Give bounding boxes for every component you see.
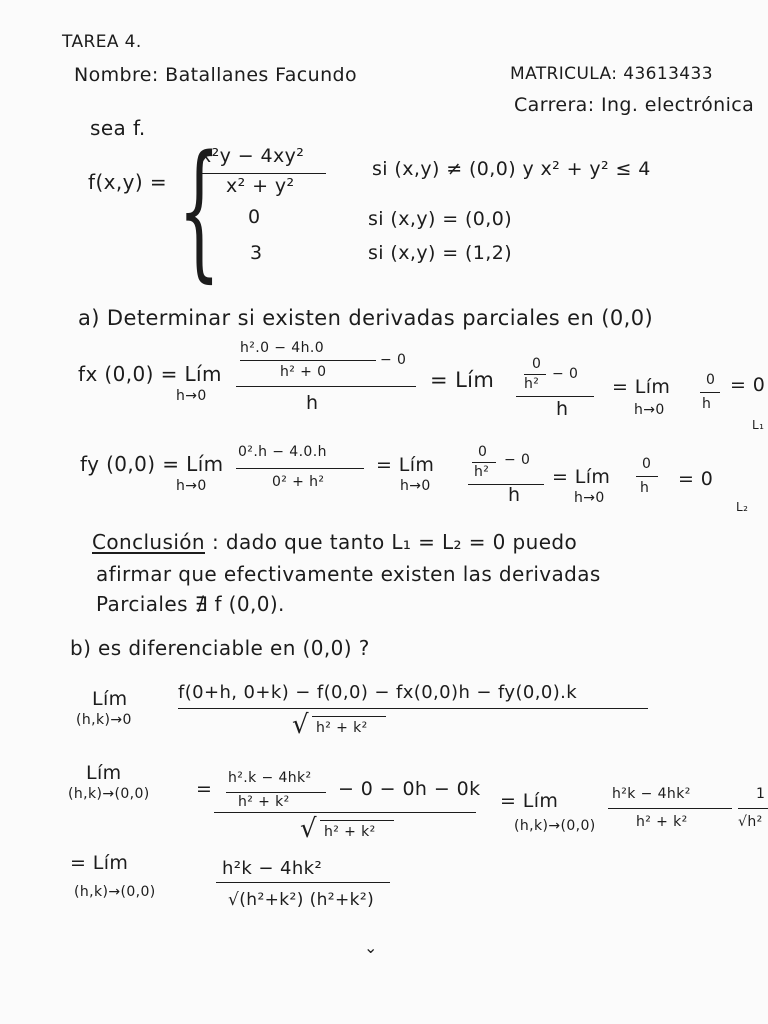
fy-mid-inner-bar <box>472 462 496 463</box>
conclusion-label: Conclusión <box>92 530 205 554</box>
fy-last-numerator: 0 <box>642 456 652 472</box>
b-den1: h² + k² <box>316 720 368 736</box>
case2-value: 0 <box>248 206 261 228</box>
fx-last-numerator: 0 <box>706 372 716 388</box>
b-tail3-den: √h² <box>738 814 763 830</box>
fx-eq3: = Lím <box>612 376 671 398</box>
b-sub2: (h,k)→(0,0) <box>68 786 150 802</box>
b-tail3: 1 <box>756 786 766 802</box>
fy-mid-outer-bar <box>468 484 544 485</box>
student-name: Nombre: Batallanes Facundo <box>74 64 358 86</box>
fy-lhs: fy (0,0) = Lím <box>80 452 224 476</box>
b-sub1: (h,k)→0 <box>76 712 132 728</box>
fx-outer-bar <box>236 386 416 387</box>
b-in-bar2 <box>226 792 326 793</box>
conclusion-line-1: : dado que tanto L₁ = L₂ = 0 puedo <box>212 530 578 554</box>
fx-mid-outer-denominator: h <box>556 398 569 420</box>
case2-condition: si (x,y) = (0,0) <box>368 208 513 230</box>
b-sub4: (h,k)→(0,0) <box>74 884 156 900</box>
fx-inner-denominator: h² + 0 <box>280 364 327 380</box>
student-career: Carrera: Ing. electrónica <box>514 94 755 116</box>
b-num1: f(0+h, 0+k) − f(0,0) − fx(0,0)h − fy(0,0).k <box>178 682 578 703</box>
b-den2: h² + k² <box>324 824 376 840</box>
fx-eq2: = Lím <box>430 368 495 392</box>
fx-inner-numerator: h².0 − 4h.0 <box>240 340 325 356</box>
function-lhs: f(x,y) = <box>88 170 167 194</box>
fy-eq2: = Lím <box>376 454 435 476</box>
part-b-heading: b) es diferenciable en (0,0) ? <box>70 636 370 660</box>
fx-L1-label: L₁ <box>752 418 765 432</box>
case1-numerator: x²y − 4xy² <box>200 145 305 167</box>
b-eq4: = Lím <box>70 852 129 874</box>
sea-f-label: sea f. <box>90 116 146 140</box>
b-bar1 <box>178 708 648 709</box>
check-mark: ⌄ <box>364 938 378 957</box>
b-eq3: = Lím <box>500 790 559 812</box>
case3-condition: si (x,y) = (1,2) <box>368 242 513 264</box>
fy-L2-label: L₂ <box>736 500 749 514</box>
fy-mid-numerator: 0 <box>478 444 488 460</box>
b-lim2: Lím <box>86 762 122 784</box>
fy-mid-minus: − 0 <box>504 452 531 468</box>
fy-mid-outer-denominator: h <box>508 484 521 506</box>
b-rest2: − 0 − 0h − 0k <box>338 778 481 800</box>
b-lim1: Lím <box>92 688 128 710</box>
b-sqrt1-overline <box>312 716 386 717</box>
case1-condition: si (x,y) ≠ (0,0) y x² + y² ≤ 4 <box>372 158 651 180</box>
fx-last-denominator: h <box>702 396 712 412</box>
b-bar3 <box>608 808 732 809</box>
fy-subscript3: h→0 <box>574 490 605 506</box>
fy-limit-subscript: h→0 <box>176 478 207 494</box>
fy-mid-denominator: h² <box>474 464 490 480</box>
fx-mid-outer-bar <box>516 396 594 397</box>
fx-inner-bar <box>240 360 376 361</box>
student-id: MATRICULA: 43613433 <box>510 64 713 84</box>
fx-mid-denominator: h² <box>524 376 540 392</box>
fy-numerator: 0².h − 4.0.h <box>238 444 327 460</box>
part-a-heading: a) Determinar si existen derivadas parciales en (0,0) <box>78 306 654 330</box>
piecewise-brace: { <box>178 124 221 296</box>
fx-lhs: fx (0,0) = Lím <box>78 362 222 386</box>
case1-fraction-bar <box>198 173 326 174</box>
fx-eq4: = 0 <box>730 374 766 396</box>
b-in-den2: h² + k² <box>238 794 290 810</box>
fx-limit-subscript: h→0 <box>176 388 207 404</box>
fy-last-denominator: h <box>640 480 650 496</box>
b-den4: √(h²+k²) (h²+k²) <box>228 890 375 910</box>
fy-denominator: 0² + h² <box>272 474 325 490</box>
assignment-title: TAREA 4. <box>62 32 142 52</box>
b-den3: h² + k² <box>636 814 688 830</box>
b-sqrt2: √ <box>300 814 317 844</box>
fy-eq4: = 0 <box>678 468 714 490</box>
b-sub3: (h,k)→(0,0) <box>514 818 596 834</box>
b-num4: h²k − 4hk² <box>222 858 323 879</box>
fx-last-bar <box>700 392 720 393</box>
case1-denominator: x² + y² <box>226 175 295 197</box>
b-eq2: = <box>196 778 213 800</box>
fy-last-bar <box>636 476 658 477</box>
case3-value: 3 <box>250 242 263 264</box>
fx-outer-denominator: h <box>306 392 319 414</box>
b-sqrt2-overline <box>320 820 394 821</box>
fx-inner-minus: − 0 <box>380 352 407 368</box>
conclusion-line-2: afirmar que efectivamente existen las derivadas <box>96 562 601 586</box>
fx-mid-minus: − 0 <box>552 366 579 382</box>
fy-eq3: = Lím <box>552 466 611 488</box>
b-tail3-bar <box>738 808 768 809</box>
b-in-num2: h².k − 4hk² <box>228 770 312 786</box>
b-num3: h²k − 4hk² <box>612 786 691 802</box>
fy-subscript2: h→0 <box>400 478 431 494</box>
b-sqrt1: √ <box>292 710 309 740</box>
b-bar2 <box>214 812 476 813</box>
fx-mid-inner-bar <box>524 374 546 375</box>
b-bar4 <box>216 882 390 883</box>
fx-subscript3: h→0 <box>634 402 665 418</box>
conclusion-line-3: Parciales ∄ f (0,0). <box>96 592 285 616</box>
fx-mid-numerator: 0 <box>532 356 542 372</box>
fy-bar <box>236 468 364 469</box>
